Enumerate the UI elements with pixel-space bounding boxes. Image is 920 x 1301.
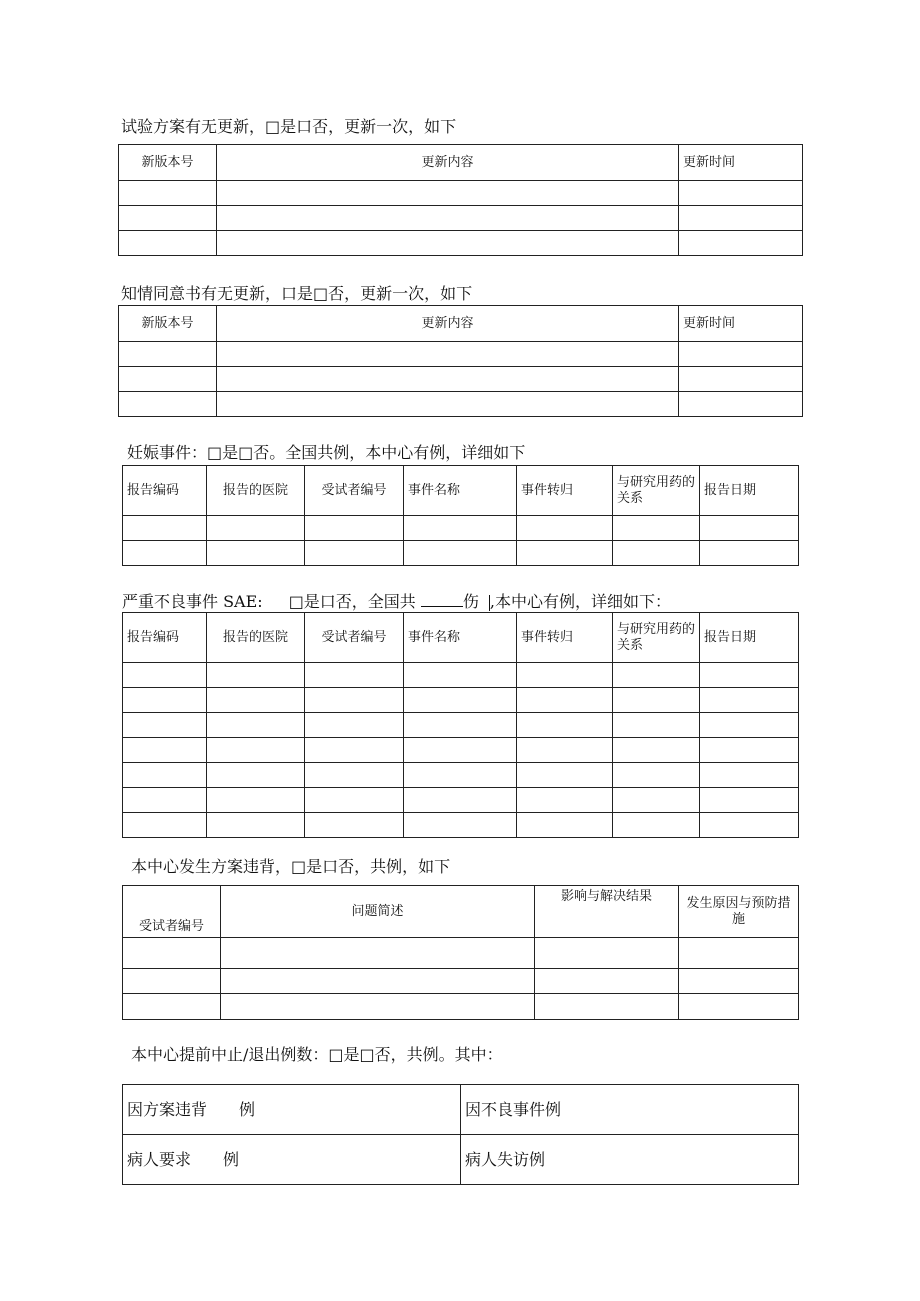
section-title-consent-update: 知情同意书有无更新，口是□否，更新一次，如下 (121, 284, 473, 303)
national-count-blank[interactable] (421, 592, 463, 607)
header-report-date: 报告日期 (700, 613, 799, 663)
table-row (123, 813, 799, 838)
cell-patient-request[interactable]: 病人要求 例 (123, 1135, 461, 1185)
header-cause: 发生原因与预防措施 (679, 886, 799, 938)
header-subject-id: 受试者编号 (305, 466, 404, 516)
table-row (123, 688, 799, 713)
header-content: 更新内容 (217, 145, 679, 181)
table-row (123, 663, 799, 688)
header-report-date: 报告日期 (700, 466, 799, 516)
protocol-update-table (118, 144, 803, 256)
header-content: 更新内容 (217, 306, 679, 342)
table-row (123, 541, 799, 566)
header-version: 新版本号 (119, 145, 217, 181)
table-row (119, 342, 803, 367)
table-row (119, 392, 803, 417)
withdrawal-table (122, 1084, 799, 1185)
table-row (119, 231, 803, 256)
header-time: 更新时间 (679, 306, 803, 342)
table-row (123, 713, 799, 738)
pregnancy-table (122, 465, 799, 566)
table-row (123, 738, 799, 763)
header-event-name: 事件名称 (404, 466, 517, 516)
sae-options: □是口否，全国共 (288, 592, 416, 611)
table-row (123, 969, 799, 994)
table-row (123, 938, 799, 969)
header-event-name: 事件名称 (404, 613, 517, 663)
table-row (119, 367, 803, 392)
section-title-pregnancy: 妊娠事件：□是□否。全国共例，本中心有例，详细如下 (127, 443, 526, 462)
sae-label: 严重不良事件 SAE: (122, 592, 263, 611)
section-title-withdrawal: 本中心提前中止/退出例数：□是□否，共例。其中： (131, 1045, 503, 1064)
header-version: 新版本号 (119, 306, 217, 342)
header-relation: 与研究用药的关系 (613, 613, 700, 663)
cell-adverse-event[interactable]: 因不良事件例 (461, 1085, 799, 1135)
deviation-table (122, 885, 799, 1020)
section-title-protocol-update: 试验方案有无更新，□是口否，更新一次，如下 (121, 117, 457, 136)
header-relation: 与研究用药的关系 (613, 466, 700, 516)
table-row (119, 181, 803, 206)
cell-lost-to-followup[interactable]: 病人失访例 (461, 1135, 799, 1185)
table-row (123, 994, 799, 1020)
header-report-code: 报告编码 (123, 466, 207, 516)
section-title-deviation: 本中心发生方案违背，□是口否，共例，如下 (131, 857, 451, 876)
table-row (123, 788, 799, 813)
section-title-sae (122, 592, 671, 612)
header-hospital: 报告的医院 (207, 466, 305, 516)
header-outcome: 事件转归 (517, 466, 613, 516)
header-hospital: 报告的医院 (207, 613, 305, 663)
header-impact: 影响与解决结果 (535, 886, 679, 938)
header-report-code: 报告编码 (123, 613, 207, 663)
sae-center: ,本中心有例，详细如下： (489, 592, 672, 611)
consent-update-table (118, 305, 803, 417)
header-subject-id: 受试者编号 (123, 886, 221, 938)
header-outcome: 事件转归 (517, 613, 613, 663)
header-issue: 问题简述 (221, 886, 535, 938)
header-time: 更新时间 (679, 145, 803, 181)
table-row (119, 206, 803, 231)
sae-table (122, 612, 799, 838)
sae-unit: 伤 (462, 592, 479, 611)
header-subject-id: 受试者编号 (305, 613, 404, 663)
table-row (123, 763, 799, 788)
table-row (123, 516, 799, 541)
cell-protocol-deviation[interactable]: 因方案违背 例 (123, 1085, 461, 1135)
